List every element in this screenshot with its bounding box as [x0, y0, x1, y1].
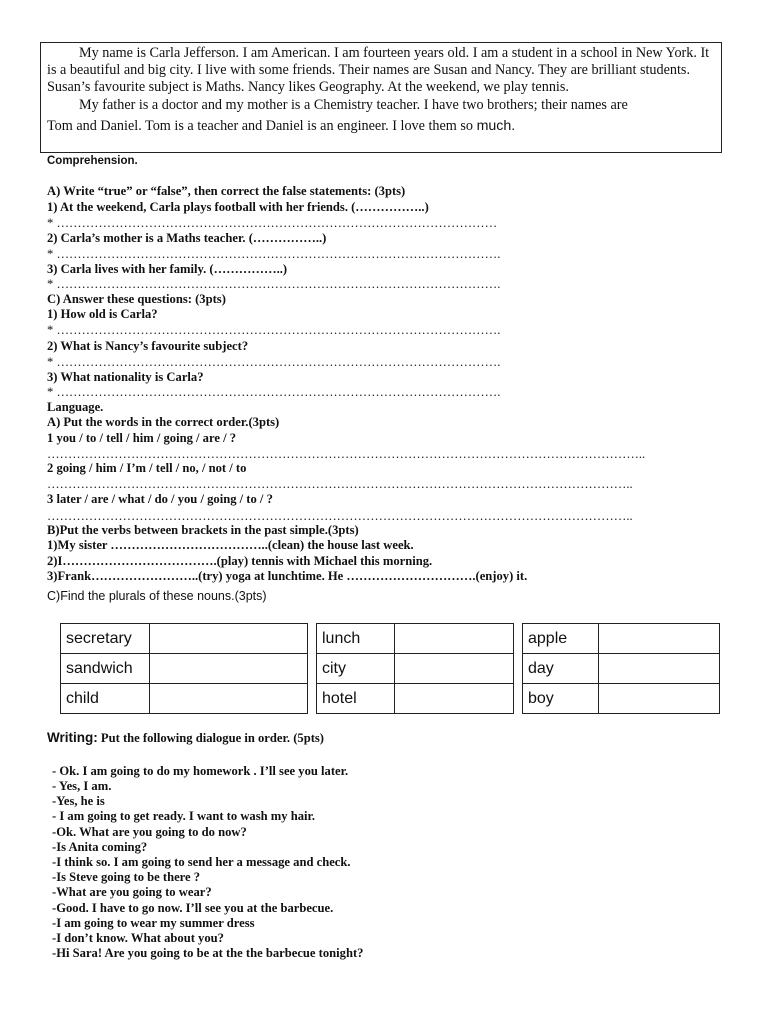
noun-cell: lunch — [317, 624, 395, 654]
noun-cell: day — [523, 654, 599, 684]
plural-answer-cell[interactable] — [599, 684, 720, 714]
plural-answer-cell[interactable] — [395, 624, 514, 654]
plural-answer-cell[interactable] — [150, 684, 308, 714]
dialogue-line: -What are you going to wear? — [52, 885, 212, 899]
plural-answer-cell[interactable] — [150, 654, 308, 684]
language-heading: Language. — [47, 400, 104, 414]
dialogue-line: - Ok. I am going to do my homework . I’ll see you later. — [52, 764, 349, 778]
tf-answer-line-1: * …………………………………………………………………………………………… — [47, 216, 498, 230]
plural-answer-cell[interactable] — [150, 624, 308, 654]
plural-answer-cell[interactable] — [599, 654, 720, 684]
noun-cell: apple — [523, 624, 599, 654]
plural-answer-cell[interactable] — [395, 684, 514, 714]
past-simple-1: 1)My sister ………………………………..(clean) the house last week. — [47, 538, 414, 552]
answer-line-3: * ……………………………………………………………………………………………. — [47, 385, 501, 399]
dialogue-line: -I don’t know. What about you? — [52, 931, 224, 945]
word-order-3: 3 later / are / what / do / you / going / to / ? — [47, 492, 273, 506]
plurals-table-2 — [316, 623, 514, 714]
dialogue-line: -Yes, he is — [52, 794, 105, 808]
past-simple-3: 3)Frank……………………..(try) yoga at lunchtime. He ………………………….(enjoy) it. — [47, 569, 528, 583]
passage-paragraph-2-line-2: Tom and Daniel. Tom is a teacher and Daniel is an engineer. I love them so much. — [47, 118, 516, 134]
word-order-answer-1: …………………………………………………………………………………………………………………………….. — [47, 447, 646, 461]
dialogue-line: - Yes, I am. — [52, 779, 112, 793]
dialogue-line: -Good. I have to go now. I’ll see you at the barbecue. — [52, 901, 334, 915]
past-simple-instruction: B)Put the verbs between brackets in the past simple.(3pts) — [47, 523, 359, 537]
noun-cell: city — [317, 654, 395, 684]
word-order-answer-2: ………………………………………………………………………………………………………………………….. — [47, 477, 633, 491]
plurals-instruction: C)Find the plurals of these nouns.(3pts) — [47, 589, 267, 603]
noun-cell: sandwich — [61, 654, 150, 684]
writing-instruction: Put the following dialogue in order. (5pts) — [100, 731, 324, 745]
dialogue-line: -Ok. What are you going to do now? — [52, 825, 247, 839]
answer-line-1: * ……………………………………………………………………………………………. — [47, 323, 501, 337]
dialogue-line: -Is Steve going to be there ? — [52, 870, 201, 884]
plural-answer-cell[interactable] — [599, 624, 720, 654]
tf-question-2: 2) Carla’s mother is a Maths teacher. (……………..) — [47, 231, 327, 245]
word-order-answer-3: ………………………………………………………………………………………………………………………….. — [47, 509, 633, 523]
reading-passage-box — [40, 42, 722, 153]
comprehension-heading: Comprehension. — [47, 155, 138, 167]
word-order-2: 2 going / him / I’m / tell / no, / not / to — [47, 461, 247, 475]
tf-question-3: 3) Carla lives with her family. (……………..) — [47, 262, 288, 276]
noun-cell: boy — [523, 684, 599, 714]
passage-paragraph-1: My name is Carla Jefferson. I am American. I am fourteen years old. I am a student in a school in New York. It is a beautiful and big city. I live with some friends. Their names are Susan and Nancy. They are brilliant students. Susan’s favourite subject is Maths. Nancy likes Geography. At the weekend, we play tennis. — [47, 45, 710, 95]
plurals-table-3 — [522, 623, 720, 714]
word-order-instruction: A) Put the words in the correct order.(3pts) — [47, 415, 280, 429]
dialogue-line: -I am going to wear my summer dress — [52, 916, 255, 930]
question-3: 3) What nationality is Carla? — [47, 370, 204, 384]
dialogue-line: - I am going to get ready. I want to wash my hair. — [52, 809, 316, 823]
dialogue-line: -I think so. I am going to send her a message and check. — [52, 855, 351, 869]
noun-cell: hotel — [317, 684, 395, 714]
plural-answer-cell[interactable] — [395, 654, 514, 684]
noun-cell: secretary — [61, 624, 150, 654]
dialogue-line: -Hi Sara! Are you going to be at the the barbecue tonight? — [52, 946, 364, 960]
tf-question-1: 1) At the weekend, Carla plays football with her friends. (……………..) — [47, 200, 429, 214]
passage-paragraph-2-line-1: My father is a doctor and my mother is a Chemistry teacher. I have two brothers; their names are — [79, 97, 628, 113]
tf-answer-line-2: * ……………………………………………………………………………………………. — [47, 247, 501, 261]
writing-heading: Writing: — [47, 730, 98, 745]
plurals-table-1 — [60, 623, 308, 714]
writing-section-title — [47, 730, 324, 746]
answer-questions-instruction: C) Answer these questions: (3pts) — [47, 292, 226, 306]
dialogue-line: -Is Anita coming? — [52, 840, 148, 854]
past-simple-2: 2)I……………………………….(play) tennis with Michael this morning. — [47, 554, 433, 568]
question-2: 2) What is Nancy’s favourite subject? — [47, 339, 249, 353]
noun-cell: child — [61, 684, 150, 714]
question-1: 1) How old is Carla? — [47, 307, 158, 321]
answer-line-2: * ……………………………………………………………………………………………. — [47, 355, 501, 369]
true-false-instruction: A) Write “true” or “false”, then correct the false statements: (3pts) — [47, 184, 406, 198]
tf-answer-line-3: * ……………………………………………………………………………………………. — [47, 277, 501, 291]
word-order-1: 1 you / to / tell / him / going / are / ? — [47, 431, 237, 445]
